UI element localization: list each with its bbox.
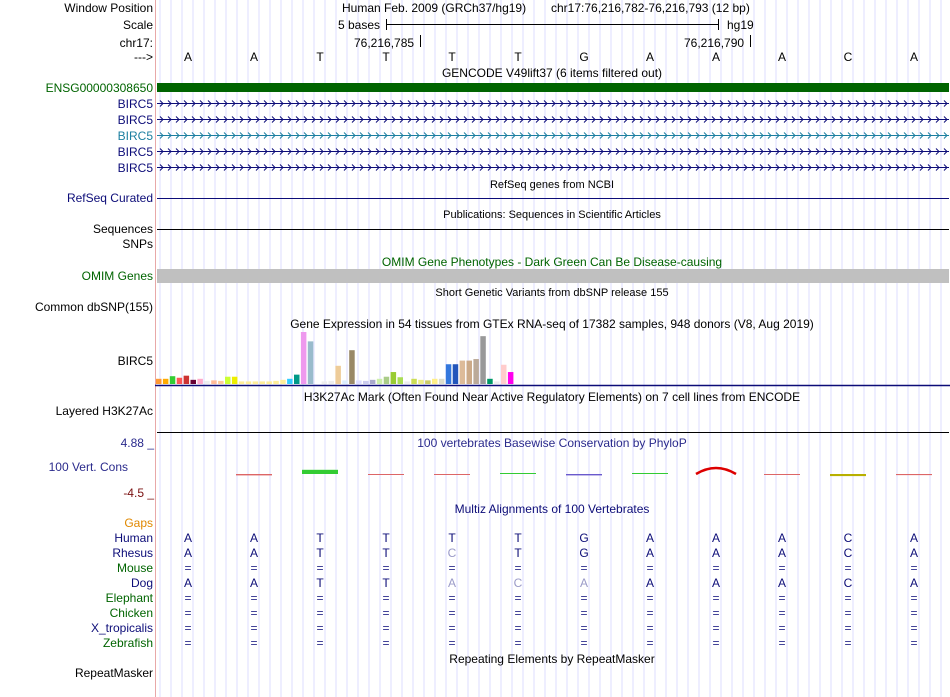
- aligned-base: =: [646, 561, 654, 575]
- aligned-base: =: [910, 621, 918, 635]
- gtex-tissue-bar: [287, 379, 293, 384]
- phylop-score-mark: [236, 474, 272, 475]
- db-name: hg19: [727, 18, 754, 32]
- scale-bar-tick-left: [386, 19, 387, 30]
- gtex-tissue-bar: [460, 361, 466, 384]
- aligned-base: A: [447, 576, 456, 590]
- transcript-intron-line[interactable]: [157, 146, 949, 158]
- aligned-base: =: [382, 621, 390, 635]
- reference-base: T: [448, 50, 456, 64]
- aligned-base: =: [514, 606, 522, 620]
- gtex-tissue-bar: [446, 364, 452, 384]
- aligned-base: C: [513, 576, 523, 590]
- gtex-tissue-bar: [246, 381, 252, 384]
- window-position-label: Window Position: [64, 1, 153, 15]
- phylop-score-mark: [302, 470, 338, 474]
- gtex-tissue-bar: [342, 380, 348, 384]
- dbsnp-title: Short Genetic Variants from dbSNP release 155: [435, 287, 669, 299]
- aligned-base: =: [448, 591, 456, 605]
- snps-label[interactable]: SNPs: [122, 237, 153, 251]
- aligned-base: =: [448, 621, 456, 635]
- aligned-base: =: [382, 561, 390, 575]
- gtex-tissue-bar: [473, 359, 479, 384]
- gtex-tissue-bar: [384, 377, 390, 384]
- reference-base: T: [316, 50, 324, 64]
- aligned-base: A: [183, 546, 192, 560]
- aligned-base: =: [712, 591, 720, 605]
- species-label: Rhesus: [112, 546, 153, 560]
- aligned-base: =: [712, 606, 720, 620]
- aligned-base: C: [843, 546, 853, 560]
- aligned-base: T: [382, 546, 390, 560]
- gtex-tissue-bar: [184, 376, 190, 384]
- transcript-intron-line[interactable]: [157, 98, 949, 110]
- scale-bar-tick-right: [718, 19, 719, 30]
- gtex-tissue-bar: [294, 375, 300, 384]
- gtex-tissue-bar: [197, 379, 203, 384]
- reference-base: T: [514, 50, 522, 64]
- gencode-row-label[interactable]: BIRC5: [117, 161, 153, 175]
- aligned-base: =: [448, 606, 456, 620]
- gtex-tissue-bar: [156, 379, 162, 384]
- ruler-coord-2: 76,216,790: [684, 36, 745, 50]
- gaps-label: Gaps: [124, 516, 153, 530]
- aligned-base: =: [646, 636, 654, 650]
- aligned-base: =: [910, 606, 918, 620]
- species-label: Human: [114, 531, 153, 545]
- gtex-tissue-bar: [308, 341, 314, 384]
- aligned-base: A: [711, 546, 720, 560]
- aligned-base: A: [645, 546, 654, 560]
- aligned-base: =: [712, 636, 720, 650]
- gtex-tissue-bar: [204, 381, 210, 384]
- gtex-tissue-bar: [398, 377, 404, 384]
- aligned-base: =: [778, 606, 786, 620]
- aligned-base: =: [316, 621, 324, 635]
- aligned-base: =: [712, 621, 720, 635]
- gtex-tissue-bar: [453, 364, 459, 384]
- species-label: X_tropicalis: [90, 621, 153, 635]
- transcript-intron-line[interactable]: [157, 162, 949, 174]
- pubs-label[interactable]: Sequences: [92, 222, 153, 236]
- gtex-bar-chart[interactable]: [155, 330, 950, 388]
- aligned-base: A: [909, 576, 918, 590]
- gtex-title: Gene Expression in 54 tissues from GTEx RNA-seq of 17382 samples, 948 donors (V8, Aug 2019): [290, 317, 814, 331]
- transcript-intron-line[interactable]: [157, 114, 949, 126]
- aligned-base: C: [447, 546, 457, 560]
- species-label: Chicken: [109, 606, 153, 620]
- phylop-score-mark: [830, 474, 866, 476]
- aligned-base: G: [579, 531, 589, 545]
- refseq-label[interactable]: RefSeq Curated: [66, 191, 153, 205]
- reference-base: A: [249, 50, 258, 64]
- scale-label: Scale: [122, 18, 153, 32]
- gtex-tissue-bar: [253, 381, 259, 384]
- aligned-base: A: [909, 531, 918, 545]
- species-label: Zebrafish: [102, 636, 153, 650]
- aligned-base: =: [778, 561, 786, 575]
- reference-base: A: [645, 50, 654, 64]
- aligned-base: A: [777, 531, 786, 545]
- aligned-base: C: [843, 576, 853, 590]
- gtex-tissue-bar: [411, 379, 417, 384]
- aligned-base: T: [316, 576, 324, 590]
- aligned-base: C: [843, 531, 853, 545]
- reference-base: G: [579, 50, 589, 64]
- aligned-base: A: [645, 531, 654, 545]
- aligned-base: A: [249, 531, 258, 545]
- phylop-score-mark: [566, 474, 602, 475]
- aligned-base: =: [382, 636, 390, 650]
- aligned-base: =: [250, 636, 258, 650]
- aligned-base: =: [646, 621, 654, 635]
- aligned-base: =: [250, 606, 258, 620]
- omim-title: OMIM Gene Phenotypes - Dark Green Can Be Disease-causing: [381, 255, 723, 269]
- reference-base: A: [711, 50, 720, 64]
- aligned-base: =: [646, 606, 654, 620]
- repeatmasker-label[interactable]: RepeatMasker: [74, 666, 153, 680]
- aligned-base: =: [580, 621, 588, 635]
- phylop-score-mark: [896, 474, 932, 475]
- phylop-score-mark: [434, 474, 470, 475]
- gtex-tissue-bar: [480, 336, 486, 384]
- aligned-base: =: [844, 591, 852, 605]
- aligned-base: T: [514, 546, 522, 560]
- gtex-tissue-bar: [494, 381, 500, 384]
- gtex-tissue-bar: [322, 381, 328, 384]
- repeatmasker-title: Repeating Elements by RepeatMasker: [449, 652, 655, 666]
- aligned-base: =: [448, 636, 456, 650]
- aligned-base: A: [183, 576, 192, 590]
- gtex-tissue-bar: [391, 372, 397, 384]
- omim-label[interactable]: OMIM Genes: [81, 269, 153, 283]
- gtex-tissue-bar: [273, 381, 279, 384]
- scale-text: 5 bases: [338, 18, 381, 32]
- aligned-base: =: [382, 591, 390, 605]
- ruler-coord-1: 76,216,785: [354, 36, 415, 50]
- aligned-base: A: [777, 546, 786, 560]
- gencode-row-label[interactable]: BIRC5: [117, 129, 153, 143]
- aligned-base: =: [382, 606, 390, 620]
- aligned-base: T: [316, 531, 324, 545]
- phylop-score-mark: [632, 473, 668, 474]
- aligned-base: =: [580, 606, 588, 620]
- window-position[interactable]: chr17:76,216,782-76,216,793 (12 bp): [551, 1, 750, 15]
- aligned-base: T: [448, 531, 456, 545]
- aligned-base: =: [580, 636, 588, 650]
- reference-base: A: [183, 50, 192, 64]
- gtex-tissue-bar: [315, 380, 321, 384]
- aligned-base: =: [184, 561, 192, 575]
- aligned-base: =: [514, 636, 522, 650]
- chrom-label: chr17:: [119, 36, 153, 50]
- pubs-title: Publications: Sequences in Scientific Articles: [443, 209, 661, 221]
- aligned-base: =: [514, 621, 522, 635]
- aligned-base: =: [844, 621, 852, 635]
- aligned-base: T: [382, 531, 390, 545]
- aligned-base: A: [645, 576, 654, 590]
- reference-base: A: [777, 50, 786, 64]
- species-label: Elephant: [105, 591, 153, 605]
- gencode-row-label[interactable]: BIRC5: [117, 145, 153, 159]
- aligned-base: =: [844, 606, 852, 620]
- gtex-tissue-bar: [404, 381, 410, 384]
- gtex-tissue-bar: [363, 381, 369, 384]
- strand-arrow-label: --->: [134, 50, 153, 64]
- aligned-base: A: [579, 576, 588, 590]
- h3k27ac-label[interactable]: Layered H3K27Ac: [55, 404, 153, 418]
- aligned-base: =: [184, 591, 192, 605]
- gtex-tissue-bar: [266, 381, 272, 384]
- gencode-row-label[interactable]: ENSG00000308650: [45, 81, 153, 95]
- aligned-base: A: [777, 576, 786, 590]
- gtex-tissue-bar: [501, 365, 507, 384]
- assembly-name: Human Feb. 2009 (GRCh37/hg19): [342, 1, 527, 15]
- aligned-base: =: [910, 591, 918, 605]
- aligned-base: T: [514, 531, 522, 545]
- aligned-base: =: [250, 591, 258, 605]
- aligned-base: A: [909, 546, 918, 560]
- phylop-score-mark: [764, 474, 800, 475]
- aligned-base: =: [580, 561, 588, 575]
- multiz-title: Multiz Alignments of 100 Vertebrates: [454, 502, 650, 516]
- aligned-base: A: [711, 576, 720, 590]
- refseq-line: [157, 198, 949, 199]
- omim-feature-bar[interactable]: [157, 269, 949, 283]
- aligned-base: =: [778, 621, 786, 635]
- gtex-tissue-bar: [301, 332, 307, 384]
- gencode-row-label[interactable]: BIRC5: [117, 97, 153, 111]
- aligned-base: =: [514, 591, 522, 605]
- aligned-base: =: [844, 636, 852, 650]
- gtex-tissue-bar: [439, 379, 445, 384]
- aligned-base: G: [579, 546, 589, 560]
- gtex-tissue-bar: [239, 381, 245, 384]
- gtex-tissue-bar: [335, 366, 341, 384]
- gtex-tissue-bar: [170, 376, 176, 384]
- aligned-base: =: [184, 621, 192, 635]
- dbsnp-label[interactable]: Common dbSNP(155): [34, 300, 153, 314]
- aligned-base: T: [316, 546, 324, 560]
- species-label: Mouse: [116, 561, 153, 575]
- phylop-label[interactable]: 100 Vert. Cons: [48, 460, 128, 474]
- gtex-tissue-bar: [225, 377, 231, 384]
- aligned-base: A: [711, 531, 720, 545]
- aligned-base: =: [580, 591, 588, 605]
- ruler-tick-2: [750, 35, 751, 47]
- aligned-base: =: [514, 561, 522, 575]
- gtex-label[interactable]: BIRC5: [117, 354, 153, 368]
- gtex-tissue-bar: [370, 380, 376, 384]
- phylop-score-mark: [368, 474, 404, 475]
- aligned-base: =: [910, 636, 918, 650]
- aligned-base: =: [316, 636, 324, 650]
- phylop-title: 100 vertebrates Basewise Conservation by PhyloP: [417, 436, 687, 450]
- gtex-tissue-bar: [467, 361, 473, 384]
- aligned-base: =: [778, 636, 786, 650]
- phylop-score-mark: [696, 468, 736, 474]
- aligned-base: =: [844, 561, 852, 575]
- gencode-title: GENCODE V49lift37 (6 items filtered out): [441, 66, 663, 80]
- phylop-max: 4.88 _: [120, 436, 154, 450]
- gtex-tissue-bar: [177, 378, 183, 384]
- species-label: Dog: [130, 576, 153, 590]
- gtex-tissue-bar: [377, 379, 383, 384]
- h3k27ac-title: H3K27Ac Mark (Often Found Near Active Regulatory Elements) on 7 cell lines from ENCODE: [303, 390, 801, 404]
- reference-base: T: [382, 50, 390, 64]
- aligned-base: =: [712, 561, 720, 575]
- aligned-base: =: [910, 561, 918, 575]
- scale-bar: [386, 24, 718, 25]
- gtex-tissue-bar: [280, 380, 286, 384]
- aligned-base: T: [382, 576, 390, 590]
- gtex-tissue-bar: [487, 379, 493, 384]
- aligned-base: =: [184, 606, 192, 620]
- gtex-tissue-bar: [260, 381, 266, 384]
- ruler-tick-1: [420, 35, 421, 47]
- gtex-tissue-bar: [508, 372, 514, 384]
- aligned-base: =: [184, 636, 192, 650]
- phylop-min: -4.5 _: [123, 486, 154, 500]
- aligned-base: =: [316, 561, 324, 575]
- gtex-tissue-bar: [191, 380, 197, 384]
- aligned-base: =: [316, 591, 324, 605]
- aligned-base: =: [250, 621, 258, 635]
- aligned-base: =: [646, 591, 654, 605]
- h3k27ac-baseline: [157, 432, 949, 433]
- gtex-tissue-bar: [163, 379, 169, 384]
- aligned-base: A: [183, 531, 192, 545]
- gtex-tissue-bar: [218, 381, 224, 384]
- gencode-feature-block[interactable]: [157, 82, 949, 94]
- phylop-score-mark: [500, 473, 536, 474]
- gtex-tissue-bar: [425, 380, 431, 384]
- phylop-track[interactable]: [155, 448, 950, 494]
- gtex-tissue-bar: [211, 380, 217, 384]
- aligned-base: =: [448, 561, 456, 575]
- refseq-title: RefSeq genes from NCBI: [489, 179, 615, 191]
- gtex-tissue-bar: [349, 350, 355, 384]
- reference-base: A: [909, 50, 918, 64]
- gencode-row-label[interactable]: BIRC5: [117, 113, 153, 127]
- pubs-line: [157, 229, 949, 230]
- aligned-base: =: [316, 606, 324, 620]
- gtex-tissue-bar: [232, 377, 238, 384]
- aligned-base: A: [249, 576, 258, 590]
- transcript-intron-line[interactable]: [157, 130, 949, 142]
- aligned-base: A: [249, 546, 258, 560]
- gtex-tissue-bar: [356, 380, 362, 384]
- reference-base: C: [843, 50, 853, 64]
- aligned-base: =: [778, 591, 786, 605]
- gtex-tissue-bar: [418, 380, 424, 384]
- gtex-tissue-bar: [329, 381, 335, 384]
- aligned-base: =: [250, 561, 258, 575]
- gtex-tissue-bar: [432, 379, 438, 384]
